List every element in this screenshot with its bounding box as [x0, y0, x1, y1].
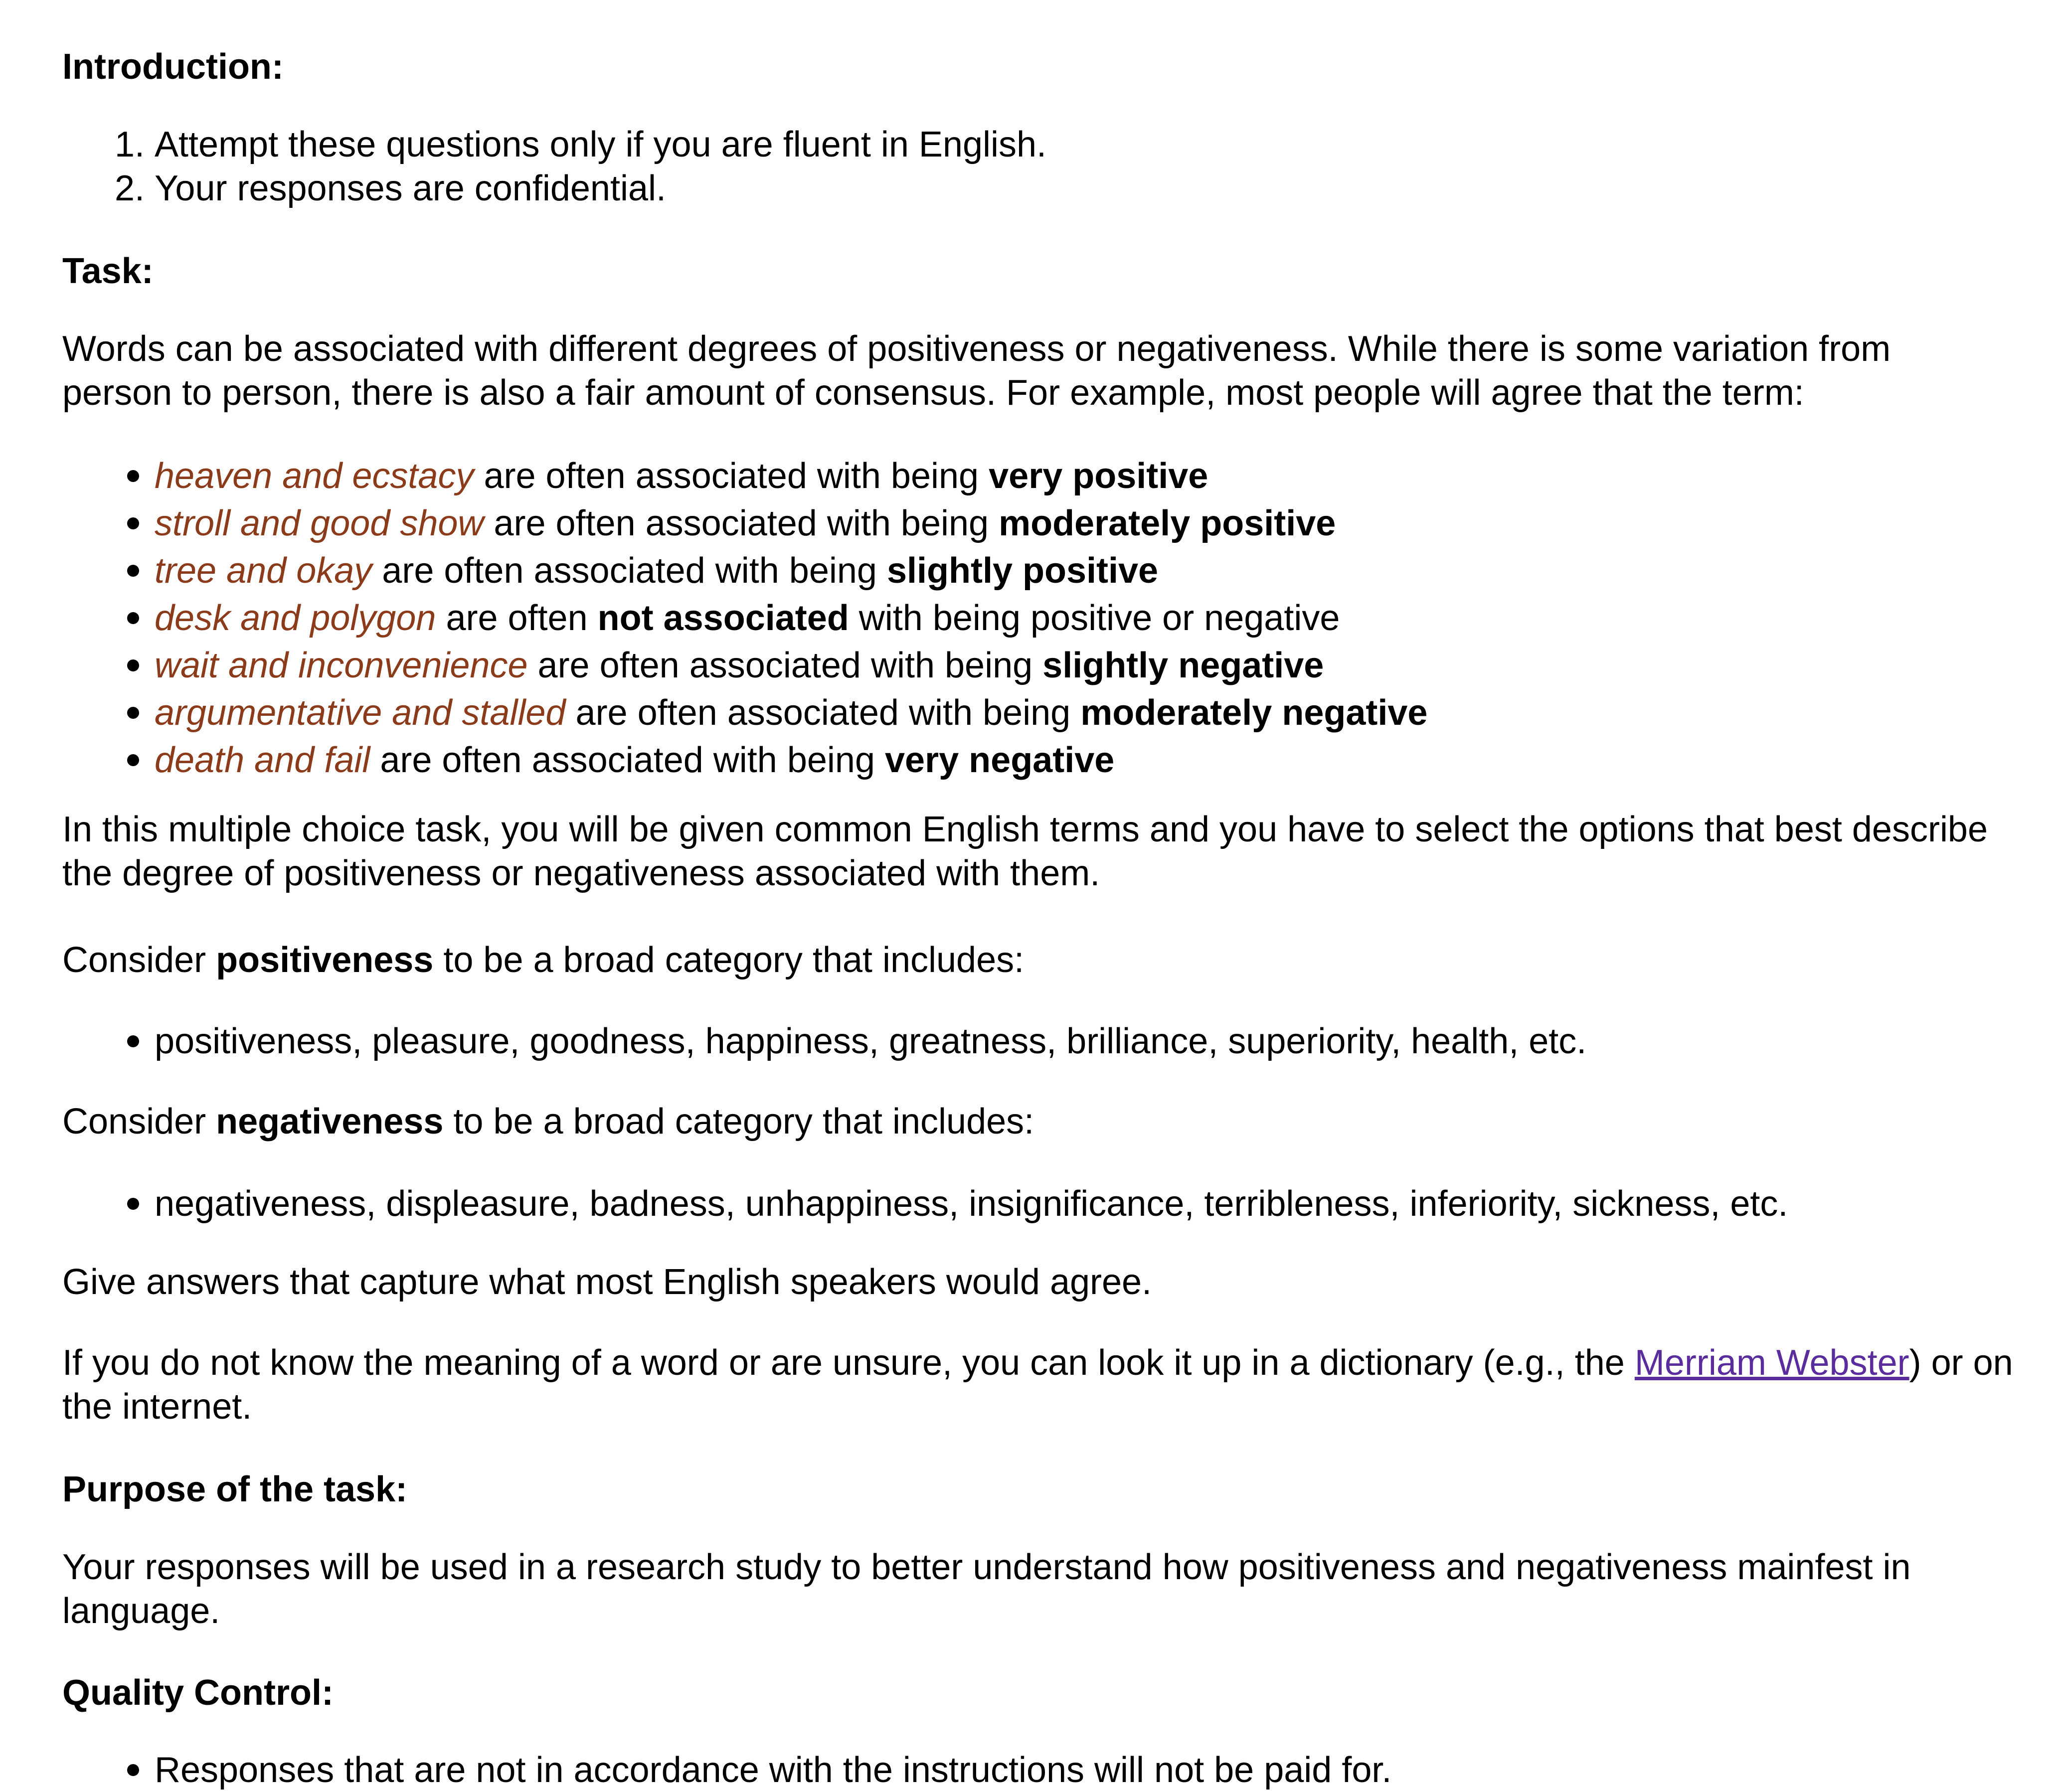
- dictionary-pre: If you do not know the meaning of a word or are unsure, you can look it up in a dictionary (e.g., the: [62, 1343, 1635, 1383]
- example-terms-list: [62, 452, 2049, 783]
- example-item: [155, 499, 2049, 546]
- example-item: [155, 736, 2049, 783]
- example-term: death and fail: [155, 740, 370, 780]
- quality-item: • Responses that are not in accordance with the instructions will not be paid for.: [155, 1747, 2049, 1792]
- example-item: [155, 641, 2049, 688]
- example-item: [155, 594, 2049, 641]
- example-term: wait and inconvenience: [155, 646, 528, 685]
- example-degree: very negative: [885, 740, 1115, 780]
- example-degree: not associated: [597, 598, 849, 638]
- purpose-heading: Purpose of the task:: [62, 1469, 408, 1509]
- positiveness-pre: Consider: [62, 940, 216, 980]
- example-item: [155, 452, 2049, 499]
- example-term: tree and okay: [155, 551, 372, 591]
- example-text: are often associated with being: [527, 646, 1043, 685]
- example-degree: slightly negative: [1042, 646, 1324, 685]
- positiveness-definition: [62, 938, 1024, 982]
- example-item: [155, 546, 2049, 594]
- dictionary-paragraph: [62, 1341, 2037, 1429]
- task-intro-paragraph: Words can be associated with different degrees of positiveness or negativeness. While there is some variation from person to person, there is also a fair amount of consensus. For example, most people will agree that the term:: [62, 329, 1891, 413]
- agreement-paragraph: Give answers that capture what most English speakers would agree.: [62, 1262, 1152, 1302]
- positiveness-post: to be a broad category that includes:: [433, 940, 1025, 980]
- intro-item: 2. Your responses are confidential.: [155, 166, 2049, 210]
- purpose-paragraph: Your responses will be used in a research study to better understand how positiveness and negativeness mainfest in language.: [62, 1547, 1911, 1631]
- example-term: desk and polygon: [155, 598, 436, 638]
- negativeness-pre: Consider: [62, 1102, 216, 1141]
- positiveness-label: positiveness: [216, 940, 434, 980]
- negativeness-post: to be a broad category that includes:: [443, 1102, 1034, 1141]
- example-text: are often associated with being: [484, 503, 999, 543]
- example-item: [155, 688, 2049, 736]
- positiveness-list: [62, 1018, 2049, 1063]
- negativeness-label: negativeness: [216, 1102, 444, 1141]
- example-text: are often associated with being: [474, 456, 989, 496]
- negativeness-definition: [62, 1100, 1034, 1143]
- example-term: heaven and ecstacy: [155, 456, 474, 496]
- positiveness-item: • positiveness, pleasure, goodness, happiness, greatness, brilliance, superiority, health, etc.: [155, 1018, 2049, 1063]
- example-degree: moderately positive: [999, 503, 1336, 543]
- task-description-paragraph: In this multiple choice task, you will be given common English terms and you have to select the options that best describe the degree of positiveness or negativeness associated with them.: [62, 810, 1988, 893]
- intro-list: [62, 123, 2049, 210]
- example-text: are often: [436, 598, 598, 638]
- example-degree: moderately negative: [1080, 693, 1428, 733]
- intro-item: 1. Attempt these questions only if you are fluent in English.: [155, 123, 2049, 166]
- negativeness-item: • negativeness, displeasure, badness, unhappiness, insignificance, terribleness, inferiority, sickness, etc.: [155, 1180, 2049, 1226]
- example-text: are often associated with being: [370, 740, 885, 780]
- example-text: are often associated with being: [565, 693, 1081, 733]
- example-degree: very positive: [989, 456, 1208, 496]
- quality-heading: Quality Control:: [62, 1673, 334, 1713]
- quality-list: [62, 1747, 2049, 1792]
- example-term: argumentative and stalled: [155, 693, 566, 733]
- example-text: are often associated with being: [372, 551, 887, 591]
- dictionary-post: ) or on the internet.: [62, 1343, 2013, 1427]
- example-term: stroll and good show: [155, 503, 484, 543]
- negativeness-list: [62, 1180, 2049, 1226]
- intro-heading: Introduction:: [62, 47, 284, 87]
- merriam-webster-link[interactable]: Merriam Webster: [1634, 1343, 1909, 1383]
- example-text-after: with being positive or negative: [849, 598, 1340, 638]
- task-heading: Task:: [62, 251, 154, 291]
- example-degree: slightly positive: [886, 551, 1159, 591]
